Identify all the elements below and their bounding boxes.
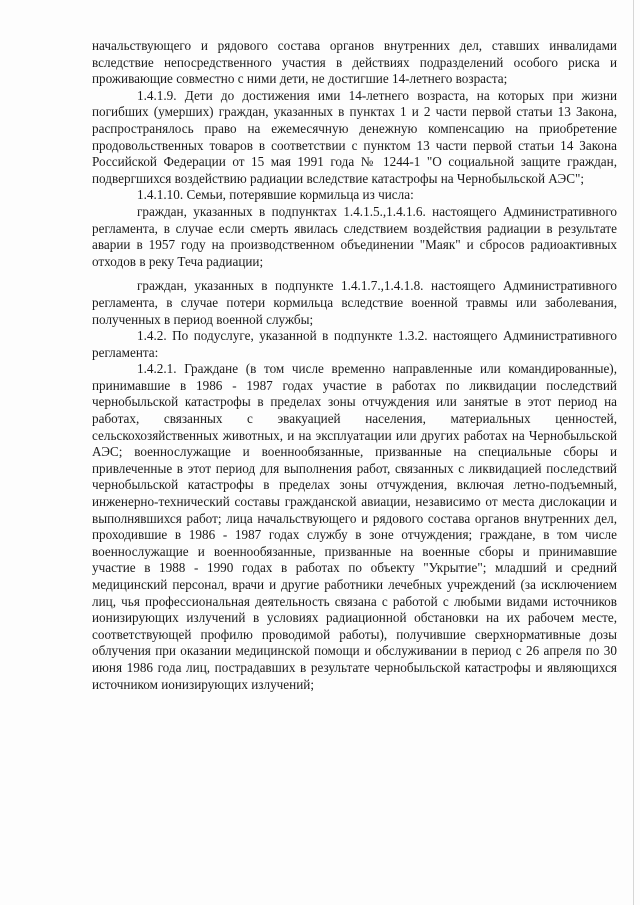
paragraph-citizens-1: граждан, указанных в подпунктах 1.4.1.5.,1.4.1.6. настоящего Административного регламента, в случае если смерть явилась следствием воздействия радиации в результате аварии в 1957 году на производственном объединении "Маяк" и сбросов радиоактивных отходов в реку Теча радиации; <box>92 203 617 269</box>
paragraph-1-4-1-10: 1.4.1.10. Семьи, потерявшие кормильца из числа: <box>137 187 414 203</box>
paragraph-1-4-1-9: 1.4.1.9. Дети до достижения ими 14-летнего возраста, на которых при жизни погибших (умерших) граждан, указанных в пунктах 1 и 2 части первой статьи 13 Закона, распространялось право на ежемесячную денежную компенсацию на приобретение продовольственных товаров в соответствии с пунктом 13 части первой статьи 14 Закона Российской Федерации от 15 мая 1991 года № 1244-1 "О социальной защите граждан, подвергшихся воздействию радиации вследствие катастрофы на Чернобыльской АЭС"; <box>92 87 617 186</box>
paragraph-1-4-2-1: 1.4.2.1. Граждане (в том числе временно направленные или командированные), принимавшие в 1986 - 1987 годах участие в работах по ликвидации последствий чернобыльской катастрофы в пределах зоны отчуждения или занятые в этот период на работах, связанных с эвакуацией населения, материальных ценностей, сельскохозяйственных животных, и на эксплуатации или других работах на Чернобыльской АЭС; военнослужащие и военнообязанные, призванные на специальные сборы и привлеченные в этот период для выполнения работ, связанных с ликвидацией последствий чернобыльской катастрофы в пределах зоны отчуждения, включая летно-подъемный, инженерно-технический составы гражданской авиации, независимо от места дислокации и выполнявшихся работ; лица начальствующего и рядового состава органов внутренних дел, проходившие в 1986 - 1987 годах службу в зоне отчуждения; граждане, в том числе военнослужащие и военнообязанные, призванные на военные сборы и принимавшие участие в 1988 - 1990 годах в работах по объекту "Укрытие"; младший и средний медицинский персонал, врачи и другие работники лечебных учреждений (за исключением лиц, чья профессиональная деятельность связана с работой с любыми видами источников ионизирующих излучений в условиях радиационной обстановки на их рабочем месте, соответствующей профилю проводимой работы), получившие сверхнормативные дозы облучения при оказании медицинской помощи и обслуживании в период с 26 апреля по 30 июня 1986 года лиц, пострадавших в результате чернобыльской катастрофы и являющихся источником ионизирующих излучений; <box>92 361 617 692</box>
paragraph-1-4-2: 1.4.2. По подуслуге, указанной в подпункте 1.3.2. настоящего Административного регламента: <box>92 328 617 360</box>
paragraph-citizens-2: граждан, указанных в подпункте 1.4.1.7.,1.4.1.8. настоящего Административного регламента, в случае потери кормильца вследствие военной травмы или заболевания, полученных в период военной службы; <box>92 278 617 327</box>
document-body <box>92 38 617 693</box>
page-edge-line <box>633 0 634 905</box>
paragraph-continuation: начальствующего и рядового состава органов внутренних дел, ставших инвалидами вследствие непосредственного участия в действиях подразделений особого риска и проживающие совместно с ними дети, не достигшие 14-летнего возраста; <box>92 38 617 87</box>
